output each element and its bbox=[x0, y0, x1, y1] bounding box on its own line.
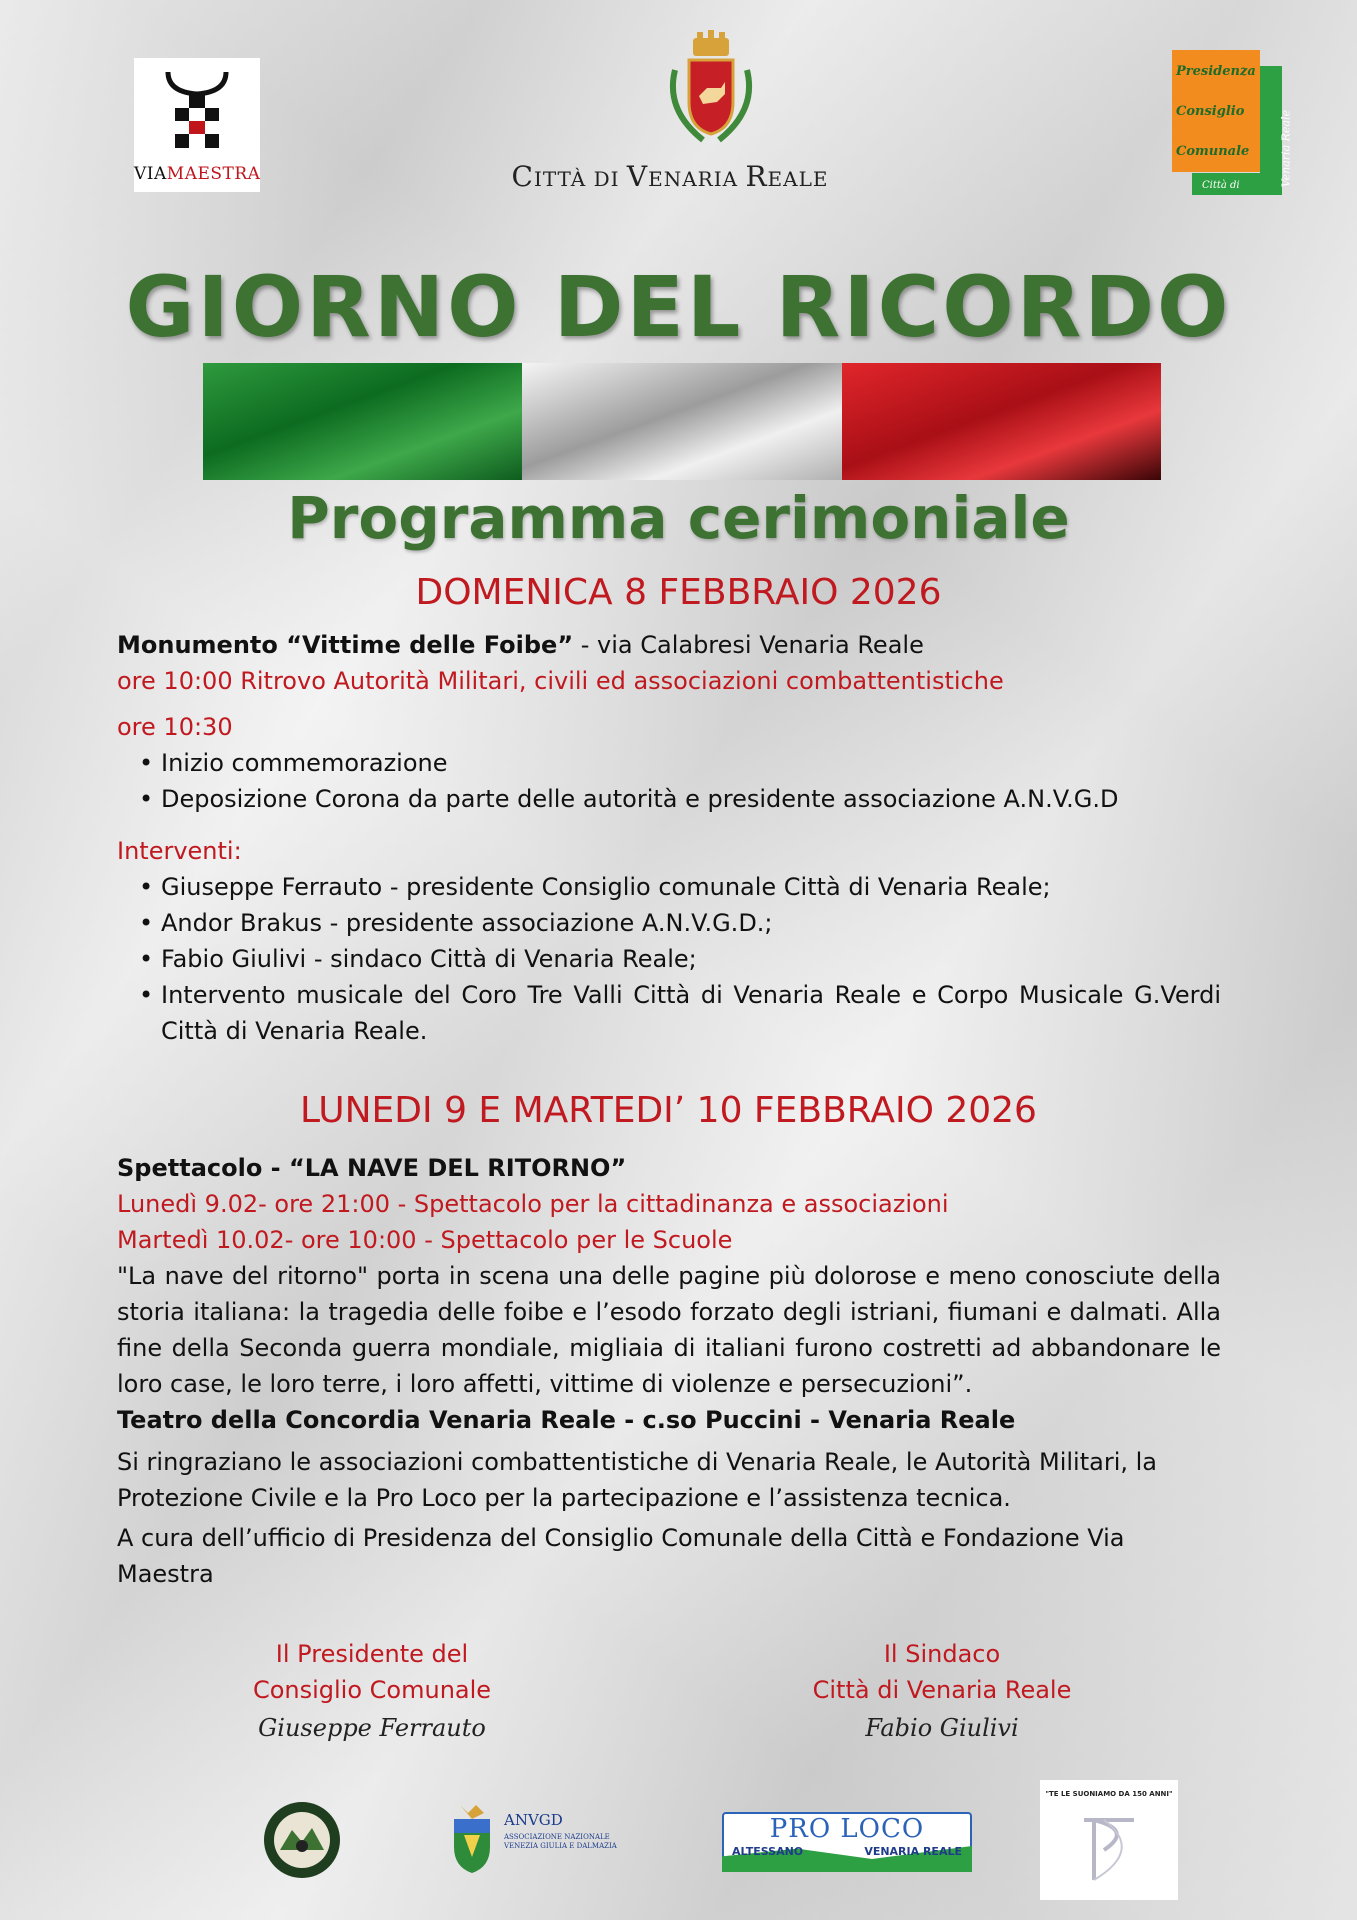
city-name-eale: EALE bbox=[767, 167, 829, 191]
presidenza-text bbox=[1176, 52, 1260, 172]
curated-by: A cura dell’ufficio di Presidenza del Consiglio Comunale della Città e Fondazione Via Maestra bbox=[117, 1524, 1125, 1588]
city-name-di: DI bbox=[593, 167, 627, 191]
flag-white-stripe bbox=[522, 363, 841, 480]
interventi-list bbox=[117, 869, 1221, 1049]
signature-mayor-line2: Città di Venaria Reale bbox=[812, 1676, 1072, 1704]
show-title: Spettacolo - “LA NAVE DEL RITORNO” bbox=[117, 1154, 627, 1182]
presidenza-line2: Consiglio bbox=[1176, 104, 1245, 119]
presidenza-line3: Comunale bbox=[1176, 144, 1250, 159]
venue: Teatro della Concordia Venaria Reale - c.so Puccini - Venaria Reale bbox=[117, 1406, 1016, 1434]
italian-flag-banner bbox=[203, 363, 1161, 480]
signature-president-line2: Consiglio Comunale bbox=[252, 1676, 492, 1704]
corpo-musicale-emblem-icon bbox=[1064, 1810, 1154, 1890]
flag-green-stripe bbox=[203, 363, 522, 480]
list-item: • Inizio commemorazione bbox=[161, 745, 1221, 781]
monument-location bbox=[117, 627, 1221, 663]
presidenza-bottom-text: Città di bbox=[1202, 180, 1240, 191]
corpo-musicale-quote: "TE LE SUONIAMO DA 150 ANNI" bbox=[1045, 1790, 1173, 1798]
presidenza-line1: Presidenza bbox=[1176, 64, 1256, 79]
pro-loco-name: PRO LOCO bbox=[769, 1814, 925, 1844]
city-name-enaria: ENARIA bbox=[648, 167, 746, 191]
pro-loco-logo bbox=[722, 1812, 972, 1872]
anvgd-logo bbox=[450, 1805, 630, 1875]
anvgd-shield-icon bbox=[450, 1805, 494, 1875]
section1-date: DOMENICA 8 FEBBRAIO 2026 bbox=[415, 572, 942, 613]
ritrovo-line: ore 10:00 Ritrovo Autorità Militari, civili ed associazioni combattentistiche bbox=[117, 667, 1004, 695]
list-item: • Fabio Giulivi - sindaco Città di Venaria Reale; bbox=[161, 941, 1221, 977]
viamaestra-text-via: VIA bbox=[134, 164, 167, 184]
viamaestra-logo bbox=[134, 58, 260, 192]
time-1030: ore 10:30 bbox=[117, 713, 233, 741]
section1-body bbox=[117, 627, 1221, 1049]
show-description: "La nave del ritorno" porta in scena una delle pagine più dolorose e meno conosciute della storia italiana: la tragedia delle foibe e l’esodo forzato degli istriani, fiumani e dalmati. Alla fine della Seconda guerra mondiale, migliaia di italiani furono costretti ad abbandonare le loro case, le loro terre, i loro affetti, vittime di violenze e persecuzioni”. bbox=[117, 1262, 1221, 1398]
monument-name: Monumento “Vittime delle Foibe” bbox=[117, 631, 574, 659]
presidenza-vertical-text: Venaria Reale bbox=[1279, 110, 1292, 188]
anvgd-subtitle bbox=[504, 1833, 617, 1851]
coro-tre-valli-logo bbox=[262, 1800, 342, 1880]
pro-loco-venaria: VENARIA REALE bbox=[864, 1845, 962, 1858]
city-name-itta: ITTÀ bbox=[533, 167, 594, 191]
anvgd-subtitle-line1: ASSOCIAZIONE NAZIONALE bbox=[504, 1833, 610, 1841]
anvgd-name: ANVGD bbox=[504, 1811, 563, 1829]
page-title: GIORNO DEL RICORDO bbox=[125, 258, 1232, 356]
signature-mayor-line1: Il Sindaco bbox=[883, 1640, 1001, 1668]
signature-mayor bbox=[770, 1636, 1114, 1746]
page-subtitle: Programma cerimoniale bbox=[287, 484, 1070, 552]
show-tuesday: Martedì 10.02- ore 10:00 - Spettacolo per le Scuole bbox=[117, 1226, 733, 1254]
list-item: • Andor Brakus - presidente associazione A.N.V.G.D.; bbox=[161, 905, 1221, 941]
list-item: • Deposizione Corona da parte delle autorità e presidente associazione A.N.V.G.D bbox=[161, 781, 1221, 817]
corpo-musicale-logo bbox=[1040, 1780, 1178, 1900]
signature-mayor-handwriting: Fabio Giulivi bbox=[865, 1714, 1019, 1742]
section2-date: LUNEDI 9 E MARTEDI’ 10 FEBBRAIO 2026 bbox=[300, 1090, 1037, 1131]
city-name bbox=[420, 160, 920, 193]
coat-of-arms-icon bbox=[663, 30, 759, 150]
anvgd-subtitle-line2: VENEZIA GIULIA E DALMAZIA bbox=[504, 1842, 617, 1850]
city-name-c: C bbox=[511, 160, 534, 193]
pro-loco-altessano: ALTESSANO bbox=[732, 1845, 804, 1858]
thanks-text: Si ringraziano le associazioni combattentistiche di Venaria Reale, le Autorità Militari, la Protezione Civile e la Pro Loco per la partecipazione e l’assistenza tecnica. bbox=[117, 1448, 1157, 1512]
viamaestra-icon bbox=[162, 68, 232, 152]
city-name-v: V bbox=[626, 160, 649, 193]
section2-body bbox=[117, 1150, 1221, 1592]
presidenza-consiglio-logo bbox=[1172, 50, 1292, 195]
signature-president-line1: Il Presidente del bbox=[275, 1640, 469, 1668]
list-item: • Giuseppe Ferrauto - presidente Consiglio comunale Città di Venaria Reale; bbox=[161, 869, 1221, 905]
interventi-label: Interventi: bbox=[117, 837, 242, 865]
list-item: • Intervento musicale del Coro Tre Valli Città di Venaria Reale e Corpo Musicale G.Verdi Città di Venaria Reale. bbox=[161, 977, 1221, 1049]
city-name-r: R bbox=[745, 160, 768, 193]
ceremony-list bbox=[117, 745, 1221, 817]
monument-address: - via Calabresi Venaria Reale bbox=[573, 631, 924, 659]
signature-president bbox=[200, 1636, 544, 1746]
flag-red-stripe bbox=[842, 363, 1161, 480]
show-monday: Lunedì 9.02- ore 21:00 - Spettacolo per la cittadinanza e associazioni bbox=[117, 1190, 949, 1218]
viamaestra-text-maestra: MAESTRA bbox=[166, 164, 261, 184]
signature-president-handwriting: Giuseppe Ferrauto bbox=[258, 1714, 486, 1742]
